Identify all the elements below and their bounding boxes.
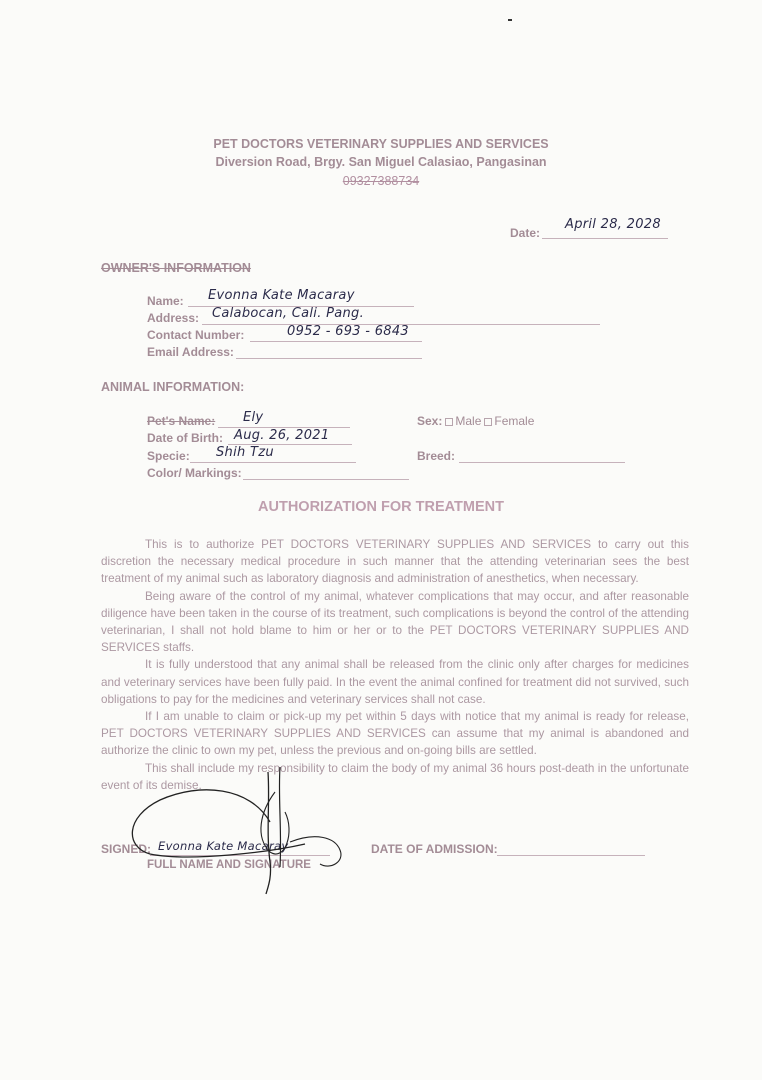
speck-mark [508, 19, 512, 21]
sex-female-checkbox[interactable] [484, 418, 492, 426]
pet-name-label-text: Pet's Name: [147, 414, 216, 428]
authorization-paragraph-4: If I am unable to claim or pick-up my pet within 5 days with notice that my animal is ready for release, PET DOCTORS VETERINARY SUPPLIES AND SERVICES can assume that my animal is abandoned and authorize the clinic to own my pet, unless the previous and on-going bills are settled. [101, 710, 689, 758]
owner-section-title [101, 261, 251, 275]
date-label: Date: [510, 226, 541, 240]
date-line [542, 238, 668, 239]
business-address: Diversion Road, Brgy. San Miguel Calasiao, Pangasinan [215, 155, 547, 169]
specie-line [190, 462, 356, 463]
sex-label: Sex: [417, 414, 443, 428]
authorization-body [101, 536, 689, 794]
specie-value: Shih Tzu [216, 445, 274, 460]
dob-value: Aug. 26, 2021 [234, 428, 330, 443]
business-phone: 09327388734 [342, 174, 420, 188]
owner-contact-line [250, 341, 422, 342]
date-of-admission-line [497, 855, 645, 856]
breed-line [459, 462, 625, 463]
owner-section-text: OWNER'S INFORMATION [101, 261, 251, 275]
owner-name-value: Evonna Kate Macaray [208, 288, 355, 303]
pet-name-label [147, 414, 215, 428]
date-value: April 28, 2028 [565, 217, 661, 232]
handwritten-signature [120, 762, 360, 902]
authorization-title: AUTHORIZATION FOR TREATMENT [258, 499, 504, 515]
signed-label: SIGNED: [101, 842, 152, 856]
sex-field [417, 414, 534, 428]
sex-male-checkbox[interactable] [445, 418, 453, 426]
owner-address-value: Calabocan, Cali. Pang. [212, 306, 365, 321]
fullname-signature-label: FULL NAME AND SIGNATURE [147, 859, 311, 871]
sex-male-option: Male [455, 414, 482, 428]
pet-name-value: Ely [243, 410, 264, 425]
date-of-admission-label: DATE OF ADMISSION: [371, 842, 498, 856]
dob-label: Date of Birth: [147, 431, 223, 445]
signed-name-value: Evonna Kate Macaray [158, 839, 289, 853]
owner-contact-label: Contact Number: [147, 328, 245, 342]
authorization-paragraph-2: Being aware of the control of my animal, whatever complications that may occur, and after reasonable diligence have been taken in the course of its treatment, such complications is beyond the control of the attending veterinarian, I shall not hold blame to him or her or to the PET DOCTORS VETERINARY SUPPLIES AND SERVICES staffs. [101, 589, 689, 655]
color-label: Color/ Markings: [147, 466, 242, 480]
animal-section-title: ANIMAL INFORMATION: [101, 380, 245, 394]
owner-name-label: Name: [147, 294, 184, 308]
color-line [243, 479, 409, 480]
specie-label: Specie: [147, 449, 190, 463]
authorization-paragraph-3: It is fully understood that any animal shall be released from the clinic only after charges for medicines and veterinary services have been fully paid. In the event the animal confined for treatment did not survived, such obligations to pay for the medicines and veterinary services shall not case. [101, 658, 689, 706]
authorization-paragraph-5: This shall include my responsibility to claim the body of my animal 36 hours post-death in the unfortunate event of its demise. [101, 761, 689, 792]
authorization-paragraph-1: This is to authorize PET DOCTORS VETERINARY SUPPLIES AND SERVICES to carry out this discretion the necessary medical procedure in such manner that the attending veterinarian sees the best treatment of my animal such as laboratory diagnosis and administration of anesthetics, when necessary. [101, 538, 689, 586]
business-name: PET DOCTORS VETERINARY SUPPLIES AND SERVICES [213, 137, 549, 151]
owner-email-line [236, 358, 422, 359]
sex-female-option: Female [494, 414, 535, 428]
breed-label: Breed: [417, 449, 456, 463]
owner-address-label: Address: [147, 311, 200, 325]
owner-email-label: Email Address: [147, 345, 234, 359]
owner-contact-value: 0952 - 693 - 6843 [287, 324, 409, 339]
